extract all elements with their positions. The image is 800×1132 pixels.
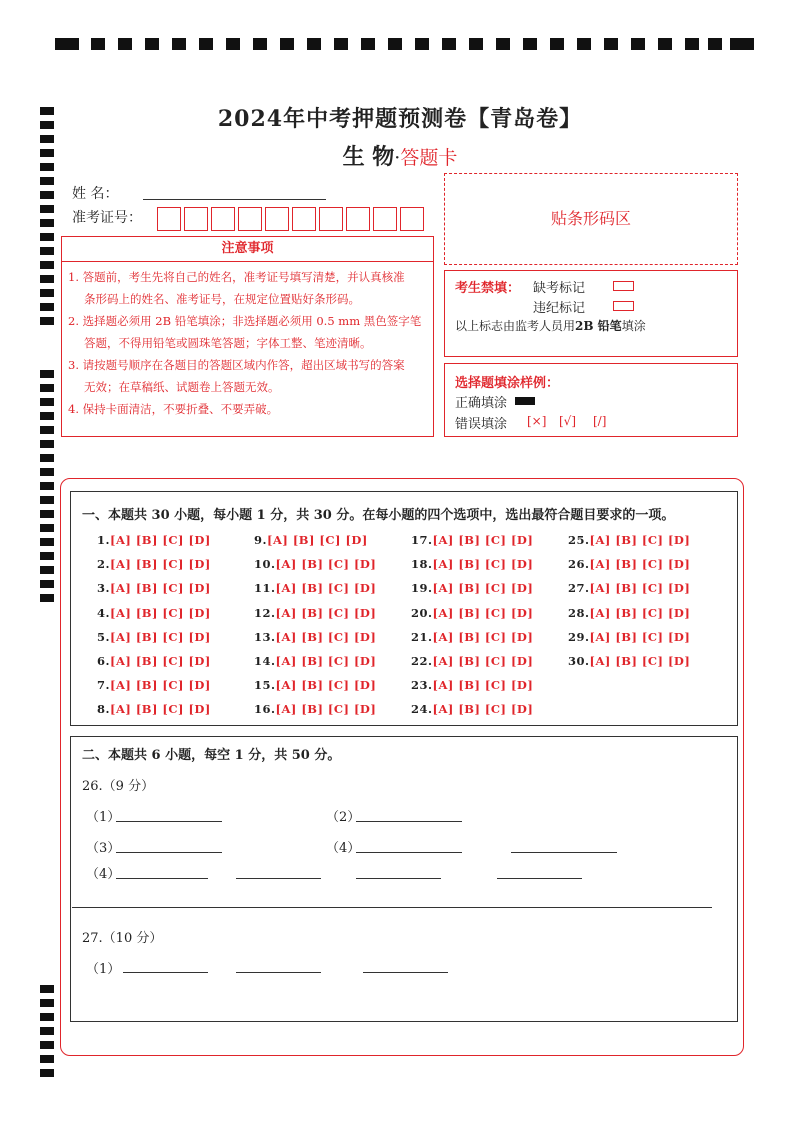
- section2-box: [70, 736, 738, 1022]
- mc-question-number: 9.: [254, 533, 268, 547]
- mc-question-number: 15.: [254, 678, 276, 693]
- notice-item: 条形码上的姓名、准考证号，在规定位置贴好条形码。: [84, 292, 360, 306]
- timing-mark: [172, 38, 186, 50]
- q26-part1-label: （1）: [86, 810, 121, 825]
- timing-mark: [40, 303, 54, 311]
- mc-options[interactable]: [A] [B] [C] [D]: [589, 533, 691, 547]
- timing-mark: [577, 38, 591, 50]
- sheet-label: 答题卡: [400, 147, 458, 169]
- mc-question[interactable]: [411, 678, 533, 692]
- timing-mark: [40, 566, 54, 574]
- q26-part4b-blank-1[interactable]: [116, 878, 208, 879]
- mc-options[interactable]: [A] [B] [C] [D]: [432, 557, 534, 572]
- mc-question[interactable]: [97, 654, 211, 668]
- timing-mark: [307, 38, 321, 50]
- timing-mark: [145, 38, 159, 50]
- mc-question-number: 7.: [97, 678, 111, 693]
- mc-options[interactable]: [A] [B] [C] [D]: [589, 654, 691, 668]
- q26-part1-blank[interactable]: [116, 821, 222, 822]
- question-26-label: 26.（9 分）: [82, 779, 155, 794]
- timing-mark: [40, 1055, 54, 1063]
- timing-mark: [40, 412, 54, 420]
- mc-question-number: 6.: [97, 654, 111, 668]
- section1-heading: 一、本题共 30 小题，每小题 1 分，共 30 分。在每小题的四个选项中，选出最符合题目要求的一项。: [82, 508, 675, 523]
- timing-mark: [40, 247, 54, 255]
- mc-options[interactable]: [A] [B] [C] [D]: [589, 581, 691, 596]
- mc-options[interactable]: [A] [B] [C] [D]: [275, 654, 377, 668]
- timing-mark: [40, 289, 54, 297]
- mc-question[interactable]: [97, 533, 211, 547]
- notice-item: 答题，不得用铅笔或圆珠笔答题；字体工整、笔迹清晰。: [84, 336, 372, 350]
- exam-id-box[interactable]: [265, 207, 289, 231]
- timing-mark: [40, 454, 54, 462]
- barcode-area: [444, 173, 738, 265]
- timing-mark: [631, 38, 645, 50]
- mc-question-number: 29.: [568, 629, 590, 644]
- timing-mark: [730, 38, 754, 50]
- timing-mark: [40, 524, 54, 532]
- wrong-mark-check: [√]: [559, 414, 577, 428]
- mc-question[interactable]: [568, 557, 690, 571]
- mc-question[interactable]: [97, 630, 211, 644]
- q26-part4b-blank-3[interactable]: [356, 878, 441, 879]
- mc-question[interactable]: [97, 678, 211, 692]
- timing-mark: [442, 38, 456, 50]
- mc-options[interactable]: [A] [B] [C] [D]: [432, 629, 534, 644]
- timing-mark: [40, 205, 54, 213]
- q27-part1-blank-3[interactable]: [363, 972, 448, 973]
- timing-mark: [40, 384, 54, 392]
- q26-part4-blank-b[interactable]: [511, 852, 617, 853]
- timing-mark: [523, 38, 537, 50]
- notice-item: 无效；在草稿纸、试题卷上答题无效。: [84, 380, 280, 394]
- timing-mark: [40, 1013, 54, 1021]
- timing-mark: [199, 38, 213, 50]
- forbidden-note: [455, 317, 646, 334]
- notice-heading: 注意事项: [62, 237, 433, 262]
- notice-item: 2. 选择题必须用 2B 铅笔填涂；非选择题必须用 0.5 mm 黑色签字笔: [68, 314, 422, 328]
- q26-part2-label: （2）: [326, 810, 361, 825]
- timing-mark: [40, 594, 54, 602]
- mc-question[interactable]: [411, 557, 533, 571]
- mc-question[interactable]: [568, 533, 690, 547]
- mc-question-number: 17.: [411, 533, 433, 547]
- mc-options[interactable]: [A] [B] [C] [D]: [432, 654, 534, 668]
- exam-id-box[interactable]: [157, 207, 181, 231]
- mc-question[interactable]: [97, 557, 211, 571]
- mc-question-number: 1.: [97, 533, 111, 547]
- q27-part1-blank-1[interactable]: [123, 972, 208, 973]
- mc-question-number: 12.: [254, 605, 276, 620]
- mc-options[interactable]: [A] [B] [C] [D]: [432, 702, 534, 717]
- mc-question[interactable]: [97, 702, 211, 716]
- fill-example-heading: 选择题填涂样例：: [455, 376, 560, 391]
- timing-mark: [40, 999, 54, 1007]
- timing-mark: [40, 317, 54, 325]
- forbidden-box: [444, 270, 738, 357]
- wrong-mark-slash: [/]: [593, 414, 607, 428]
- timing-mark: [40, 1027, 54, 1035]
- forbidden-heading: 考生禁填：: [455, 281, 521, 296]
- timing-mark: [91, 38, 105, 50]
- q26-part4b-blank-2[interactable]: [236, 878, 321, 879]
- mc-options[interactable]: [A] [B] [C] [D]: [432, 581, 534, 596]
- mc-question-number: 26.: [568, 557, 590, 572]
- mc-options[interactable]: [A] [B] [C] [D]: [432, 605, 534, 620]
- absent-label: 缺考标记: [533, 281, 586, 296]
- timing-mark: [253, 38, 267, 50]
- mc-options[interactable]: [A] [B] [C] [D]: [589, 629, 691, 644]
- mc-question-number: 30.: [568, 654, 590, 668]
- mc-question[interactable]: [411, 654, 533, 668]
- exam-id-box[interactable]: [292, 207, 316, 231]
- name-field[interactable]: [143, 199, 326, 200]
- mc-options[interactable]: [A] [B] [C] [D]: [110, 533, 211, 547]
- barcode-area-label: 贴条形码区: [550, 209, 631, 228]
- mc-options[interactable]: [A] [B] [C] [D]: [589, 605, 691, 620]
- q26-part2-blank[interactable]: [356, 821, 462, 822]
- mc-options[interactable]: [A] [B] [C] [D]: [589, 557, 691, 572]
- fill-example-box: [444, 363, 738, 437]
- mc-question[interactable]: [254, 630, 376, 644]
- q26-part3-blank[interactable]: [116, 852, 222, 853]
- question-27-label: 27.（10 分）: [82, 931, 163, 946]
- timing-mark: [40, 219, 54, 227]
- timing-mark: [604, 38, 618, 50]
- timing-mark: [685, 38, 699, 50]
- mc-question-number: 16.: [254, 702, 276, 717]
- absent-mark-box[interactable]: [613, 281, 634, 291]
- mc-question-number: 2.: [97, 557, 111, 572]
- mc-question[interactable]: [568, 581, 690, 595]
- subject-name: 生 物: [342, 144, 395, 170]
- mc-question[interactable]: [411, 702, 533, 716]
- mc-question-number: 13.: [254, 629, 276, 644]
- mc-options[interactable]: [A] [B] [C] [D]: [275, 581, 377, 596]
- section2-heading: 二、本题共 6 小题，每空 1 分，共 50 分。: [82, 748, 341, 763]
- timing-mark: [40, 275, 54, 283]
- mc-question-number: 23.: [411, 678, 433, 693]
- violation-mark-box[interactable]: [613, 301, 634, 311]
- mc-options[interactable]: [A] [B] [C] [D]: [275, 678, 377, 693]
- correct-fill-sample: [515, 397, 535, 405]
- exam-id-box[interactable]: [373, 207, 397, 231]
- timing-mark: [496, 38, 510, 50]
- timing-mark: [40, 426, 54, 434]
- mc-question[interactable]: [254, 678, 376, 692]
- mc-question-number: 22.: [411, 654, 433, 668]
- exam-id-box[interactable]: [211, 207, 235, 231]
- timing-mark: [55, 38, 79, 50]
- exam-id-box[interactable]: [238, 207, 262, 231]
- timing-mark: [40, 985, 54, 993]
- mc-question-number: 20.: [411, 605, 433, 620]
- timing-mark: [550, 38, 564, 50]
- timing-mark: [388, 38, 402, 50]
- mc-question-number: 10.: [254, 557, 276, 572]
- note-bold: 2B 铅笔: [575, 319, 622, 333]
- timing-mark: [40, 1069, 54, 1077]
- page-title: 2024年中考押题预测卷【青岛卷】: [217, 106, 583, 132]
- mc-question-number: 21.: [411, 629, 433, 644]
- timing-mark: [226, 38, 240, 50]
- timing-mark: [40, 510, 54, 518]
- mc-options[interactable]: [A] [B] [C] [D]: [110, 678, 211, 693]
- timing-mark: [469, 38, 483, 50]
- exam-id-box[interactable]: [184, 207, 208, 231]
- mc-question-number: 3.: [97, 581, 111, 596]
- q26-part4b-blank-4[interactable]: [497, 878, 582, 879]
- timing-mark: [40, 233, 54, 241]
- q26-part4-blank-a[interactable]: [356, 852, 462, 853]
- mc-question-number: 18.: [411, 557, 433, 572]
- timing-mark: [40, 398, 54, 406]
- timing-mark: [40, 191, 54, 199]
- mc-options[interactable]: [A] [B] [C] [D]: [275, 629, 377, 644]
- mc-options[interactable]: [A] [B] [C] [D]: [110, 629, 211, 644]
- notice-item: 4. 保持卡面清洁，不要折叠、不要弄破。: [68, 402, 279, 416]
- mc-question[interactable]: [254, 557, 376, 571]
- mc-question-number: 24.: [411, 702, 433, 717]
- mc-options[interactable]: [A] [B] [C] [D]: [110, 605, 211, 620]
- wrong-mark-x: [×]: [527, 414, 547, 428]
- mc-question[interactable]: [97, 606, 211, 620]
- mc-question-number: 19.: [411, 581, 433, 596]
- timing-mark: [40, 468, 54, 476]
- mc-question[interactable]: [411, 630, 533, 644]
- mc-question[interactable]: [568, 654, 690, 668]
- mc-question[interactable]: [568, 630, 690, 644]
- q26-part4-label: （4）: [326, 841, 361, 856]
- q26-part3-label: （3）: [86, 841, 121, 856]
- mc-options[interactable]: [A] [B] [C] [D]: [432, 533, 534, 547]
- mc-question[interactable]: [254, 654, 376, 668]
- timing-mark: [415, 38, 429, 50]
- timing-mark: [40, 440, 54, 448]
- q27-part1-blank-2[interactable]: [236, 972, 321, 973]
- page-subtitle: [0, 140, 800, 171]
- mc-question[interactable]: [411, 533, 533, 547]
- timing-mark: [40, 261, 54, 269]
- exam-id-box[interactable]: [400, 207, 424, 231]
- mc-question-number: 5.: [97, 629, 111, 644]
- note-prefix: 以上标志由监考人员用: [455, 319, 576, 333]
- mc-options[interactable]: [A] [B] [C] [D]: [275, 557, 377, 572]
- notice-item: 3. 请按题号顺序在各题目的答题区域内作答，超出区域书写的答案: [68, 358, 405, 372]
- q27-part1-label: （1）: [86, 962, 121, 977]
- mc-options[interactable]: [A] [B] [C] [D]: [110, 702, 211, 717]
- mc-question-number: 25.: [568, 533, 590, 547]
- timing-mark: [361, 38, 375, 50]
- mc-options[interactable]: [A] [B] [C] [D]: [110, 654, 211, 668]
- timing-mark: [40, 177, 54, 185]
- notice-item: 1. 答题前，考生先将自己的姓名，准考证号填写清楚，并认真核准: [68, 270, 405, 284]
- timing-mark: [40, 482, 54, 490]
- question-divider: [72, 907, 712, 908]
- mc-question[interactable]: [97, 581, 211, 595]
- mc-question[interactable]: [254, 581, 376, 595]
- mc-question[interactable]: [411, 606, 533, 620]
- exam-id-box[interactable]: [319, 207, 343, 231]
- mc-question[interactable]: [254, 606, 376, 620]
- timing-mark: [40, 370, 54, 378]
- mc-question-number: 8.: [97, 702, 111, 717]
- exam-id-box[interactable]: [346, 207, 370, 231]
- timing-mark: [708, 38, 722, 50]
- timing-mark: [280, 38, 294, 50]
- mc-question-number: 14.: [254, 654, 276, 668]
- timing-mark: [40, 538, 54, 546]
- q26-part4b-label: （4）: [86, 867, 121, 882]
- mc-question[interactable]: [254, 533, 368, 547]
- mc-question[interactable]: [411, 581, 533, 595]
- note-suffix: 填涂: [621, 319, 646, 333]
- mc-question-number: 28.: [568, 605, 590, 620]
- timing-mark: [40, 552, 54, 560]
- mc-question[interactable]: [254, 702, 376, 716]
- timing-mark: [658, 38, 672, 50]
- wrong-fill-label: 错误填涂: [455, 417, 508, 432]
- mc-options[interactable]: [A] [B] [C] [D]: [267, 533, 368, 547]
- mc-question[interactable]: [568, 606, 690, 620]
- timing-mark: [334, 38, 348, 50]
- timing-mark: [118, 38, 132, 50]
- timing-mark: [40, 496, 54, 504]
- timing-mark: [40, 580, 54, 588]
- correct-fill-label: 正确填涂: [455, 396, 508, 411]
- mc-options[interactable]: [A] [B] [C] [D]: [110, 581, 211, 596]
- exam-id-label: 准考证号：: [72, 210, 142, 226]
- mc-question-number: 4.: [97, 605, 111, 620]
- mc-options[interactable]: [A] [B] [C] [D]: [275, 702, 377, 717]
- violation-label: 违纪标记: [533, 301, 586, 316]
- notice-box: [61, 236, 434, 437]
- mc-question-number: 27.: [568, 581, 590, 596]
- name-label: 姓 名：: [72, 186, 119, 202]
- timing-mark: [40, 1041, 54, 1049]
- subtitle-dot: ·: [394, 147, 401, 169]
- mc-options[interactable]: [A] [B] [C] [D]: [110, 557, 211, 572]
- mc-question-number: 11.: [254, 581, 276, 596]
- mc-options[interactable]: [A] [B] [C] [D]: [275, 605, 377, 620]
- mc-options[interactable]: [A] [B] [C] [D]: [432, 678, 534, 693]
